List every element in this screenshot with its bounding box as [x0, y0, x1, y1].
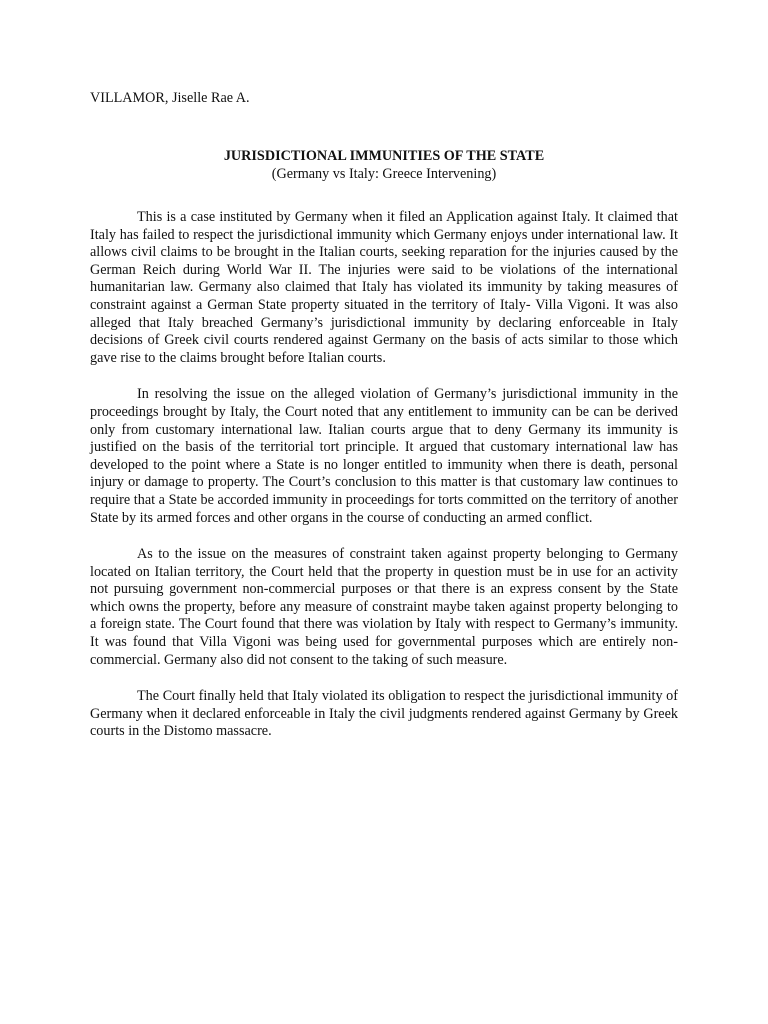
paragraph-immunity-issue: In resolving the issue on the alleged violation of Germany’s jurisdictional immunity in the proceedings brought by Italy, the Court noted that any entitlement to immunity can be can be derived only from customary international law. Italian courts argue that to deny Germany its immunity is justified on the basis of the territorial tort principle. It argued that customary international law has developed to the point where a State is no longer entitled to immunity when there is death, personal injury or damage to property. The Court’s conclusion to this matter is that customary law continues to require that a State be accorded immunity in proceedings for torts committed on the territory of another State by its armed forces and other organs in the course of conducting an armed conflict.	[90, 386, 678, 526]
paragraph-intro: This is a case instituted by Germany when it filed an Application against Italy. It claimed that Italy has failed to respect the jurisdictional immunity which Germany enjoys under international law. It allows civil claims to be brought in the Italian courts, seeking reparation for the injuries caused by the German Reich during World War II. The injuries were said to be violations of the international humanitarian law. Germany also claimed that Italy has violated its immunity by taking measures of constraint against a German State property situated in the territory of Italy- Villa Vigoni. It was also alleged that Italy breached Germany’s jurisdictional immunity by declaring enforceable in Italy decisions of Greek civil courts rendered against Germany on the basis of acts similar to those which gave rise to the claims brought before Italian courts.	[90, 209, 678, 366]
document-body	[90, 209, 678, 741]
document-title: JURISDICTIONAL IMMUNITIES OF THE STATE	[223, 148, 545, 164]
paragraph-conclusion: The Court finally held that Italy violated its obligation to respect the jurisdictional immunity of Germany when it declared enforceable in Italy the civil judgments rendered against Germany by Greek courts in the Distomo massacre.	[90, 688, 678, 740]
paragraph-constraint-measures: As to the issue on the measures of constraint taken against property belonging to Germany located on Italian territory, the Court held that the property in question must be in use for an activity not pursuing government non-commercial purposes or that there is an express consent by the State which owns the property, before any measure of constraint maybe taken against property belonging to a foreign state. The Court found that there was violation by Italy with respect to Germany’s immunity. It was found that Villa Vigoni was being used for governmental purposes which are entirely non-commercial. Germany also did not consent to the taking of such measure.	[90, 546, 678, 668]
author-name: VILLAMOR, Jiselle Rae A.	[90, 90, 250, 106]
document-subtitle: (Germany vs Italy: Greece Intervening)	[271, 166, 497, 182]
